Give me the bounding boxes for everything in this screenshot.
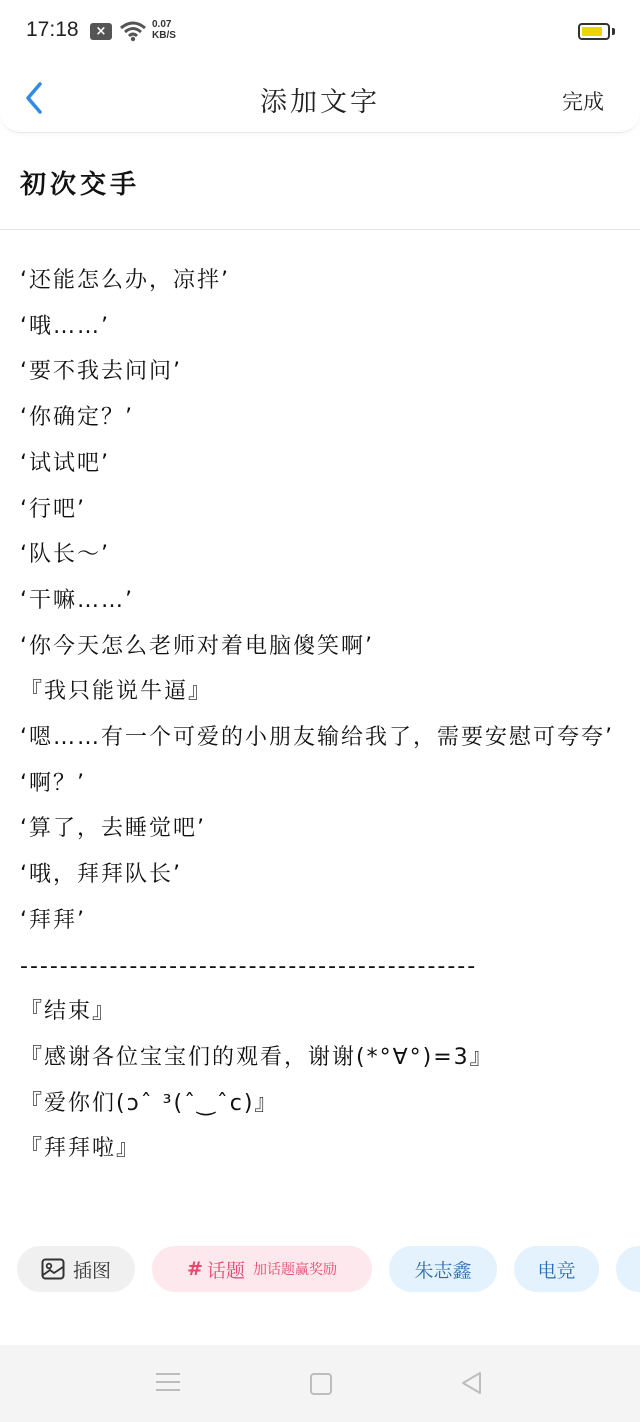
net-speed: [152, 19, 176, 41]
topic-label: 话题: [206, 1259, 245, 1282]
battery-level: [582, 27, 602, 36]
image-icon: [41, 1258, 65, 1280]
text-line: ‘你确定？’: [20, 405, 134, 431]
back-triangle-icon[interactable]: [460, 1371, 482, 1395]
net-speed-unit: KB/S: [152, 30, 176, 41]
done-button[interactable]: 完成: [562, 90, 604, 114]
status-time: 17:18: [26, 18, 79, 41]
page-title: 添加文字: [260, 87, 380, 118]
text-line: 『拜拜啦』: [20, 1136, 141, 1162]
text-line: ‘嗯……有一个可爱的小朋友输给我了，需要安慰可夸夸’: [20, 725, 614, 751]
text-line: ‘行吧’: [20, 496, 86, 522]
text-line: ----------------------------------------------: [20, 953, 478, 979]
net-speed-value: 0.07: [152, 19, 172, 30]
battery-icon: [578, 23, 610, 40]
home-icon[interactable]: [310, 1373, 332, 1395]
text-line: ‘算了，去睡觉吧’: [20, 816, 206, 842]
wifi-icon: [120, 20, 146, 42]
text-line: ‘要不我去问问’: [20, 359, 182, 385]
text-line: ‘啊？’: [20, 770, 86, 796]
text-line: 『我只能说牛逼』: [20, 679, 213, 705]
text-line: ‘还能怎么办，凉拌’: [20, 268, 230, 293]
header-bar: [0, 62, 640, 133]
tag-chip-partial[interactable]: [616, 1246, 640, 1292]
illustration-button[interactable]: [17, 1246, 135, 1292]
article-body-editor[interactable]: [20, 258, 620, 1172]
article-title-input[interactable]: 初次交手: [20, 170, 141, 200]
text-line: 『爱你们(ↄˆ ³(ˆ‿ˆc)』: [20, 1090, 279, 1116]
text-line: ‘干嘛……’: [20, 587, 134, 613]
hash-icon: #: [187, 1258, 203, 1280]
divider: [0, 229, 640, 230]
text-line: ‘哦，拜拜队长’: [20, 862, 182, 888]
topic-button[interactable]: [152, 1246, 372, 1292]
tag-chip[interactable]: 电竞: [514, 1246, 599, 1292]
text-line: 『结束』: [20, 999, 117, 1025]
battery-tip: [612, 28, 615, 35]
illustration-label: 插图: [72, 1259, 111, 1282]
tag-chip[interactable]: 朱志鑫: [389, 1246, 497, 1292]
topic-subtitle: 加话题赢奖励: [252, 1262, 337, 1278]
text-line: ‘哦……’: [20, 313, 110, 339]
text-line: ‘你今天怎么老师对着电脑傻笑啊’: [20, 633, 374, 659]
text-line: ‘队长～’: [20, 542, 110, 568]
text-line: ‘拜拜’: [20, 907, 86, 933]
chip-row: [0, 1246, 640, 1294]
menu-icon[interactable]: [156, 1373, 180, 1397]
text-line: ‘试试吧’: [20, 450, 110, 476]
status-bar: [0, 0, 640, 62]
notification-close-icon: ×: [90, 23, 112, 40]
system-nav-bar: [0, 1345, 640, 1422]
text-line: 『感谢各位宝宝们的观看，谢谢(*°∀°)=3』: [20, 1044, 494, 1070]
